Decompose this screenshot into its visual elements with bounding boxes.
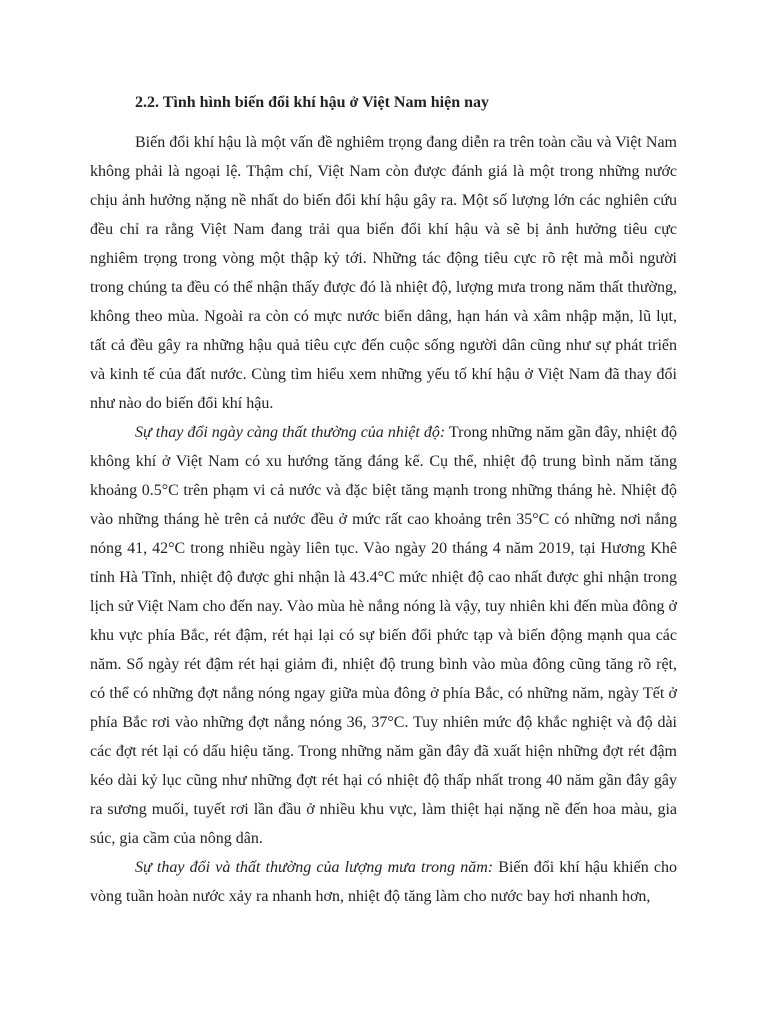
paragraph-lead: Sự thay đổi và thất thường của lượng mưa trong năm:	[135, 859, 494, 876]
paragraph-text: Biến đổi khí hậu là một vấn đề nghiêm trọng đang diễn ra trên toàn cầu và Việt Nam không phải là ngoại lệ. Thậm chí, Việt Nam còn được đánh giá là một trong những nước chịu ảnh hưởng nặng nề nhất do biến đổi khí hậu gây ra. Một số lượng lớn các nghiên cứu đều chỉ ra rằng Việt Nam đang trải qua biến đổi khí hậu và sẽ bị ảnh hưởng tiêu cực nghiêm trọng trong vòng một thập kỷ tới. Những tác động tiêu cực rõ rệt mà mỗi người trong chúng ta đều có thể nhận thấy được đó là nhiệt độ, lượng mưa trong năm thất thường, không theo mùa. Ngoài ra còn có mực nước biển dâng, hạn hán và xâm nhập mặn, lũ lụt, tất cả đều gây ra những hậu quả tiêu cực đến cuộc sống người dân cũng như sự phát triển và kinh tế của đất nước. Cùng tìm hiểu xem những yếu tố khí hậu ở Việt Nam đã thay đổi như nào do biến đổi khí hậu.	[90, 134, 677, 412]
paragraph-temperature	[90, 418, 677, 853]
paragraph-rainfall	[90, 853, 677, 911]
document-body	[90, 128, 677, 911]
paragraph-intro	[90, 128, 677, 418]
paragraph-text: Biến đổi khí hậu khiến cho vòng tuần hoàn nước xảy ra nhanh hơn, nhiệt độ tăng làm cho nước bay hơi nhanh hơn,	[90, 859, 677, 905]
paragraph-lead: Sự thay đổi ngày càng thất thường của nhiệt độ:	[135, 424, 446, 441]
section-heading: 2.2. Tình hình biến đổi khí hậu ở Việt Nam hiện nay	[135, 94, 490, 111]
paragraph-text: Trong những năm gần đây, nhiệt độ không khí ở Việt Nam có xu hướng tăng đáng kể. Cụ thể, nhiệt độ trung bình năm tăng khoảng 0.5°C trên phạm vi cả nước và đặc biệt tăng mạnh trong những tháng hè. Nhiệt độ vào những tháng hè trên cả nước đều ở mức rất cao khoảng trên 35°C có những nơi nắng nóng 41, 42°C trong nhiều ngày liên tục. Vào ngày 20 tháng 4 năm 2019, tại Hương Khê tỉnh Hà Tĩnh, nhiệt độ được ghi nhận là 43.4°C mức nhiệt độ cao nhất được ghi nhận trong lịch sử Việt Nam cho đến nay. Vào mùa hè nắng nóng là vậy, tuy nhiên khi đến mùa đông ở khu vực phía Bắc, rét đậm, rét hại lại có sự biến đổi phức tạp và biến động mạnh qua các năm. Số ngày rét đậm rét hại giảm đi, nhiệt độ trung bình vào mùa đông cũng tăng rõ rệt, có thể có những đợt nắng nóng ngay giữa mùa đông ở phía Bắc, có những năm, ngày Tết ở phía Bắc rơi vào những đợt nắng nóng 36, 37°C. Tuy nhiên mức độ khắc nghiệt và độ dài các đợt rét lại có dấu hiệu tăng. Trong những năm gần đây đã xuất hiện những đợt rét đậm kéo dài kỷ lục cũng như những đợt rét hại có nhiệt độ thấp nhất trong 40 năm gần đây gây ra sương muối, tuyết rơi lần đầu ở nhiều khu vực, làm thiệt hại nặng nề đến hoa màu, gia súc, gia cầm của nông dân.	[90, 424, 677, 847]
